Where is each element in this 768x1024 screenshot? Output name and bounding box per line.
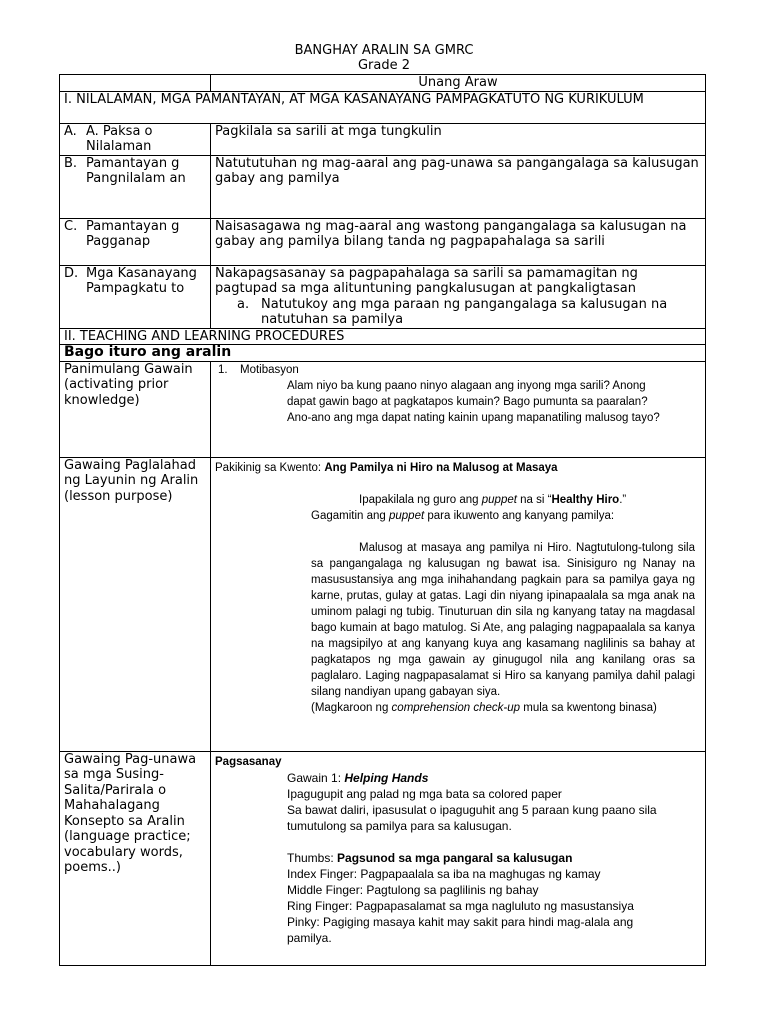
puppet-intro: Ipapakilala ng guro ang: [359, 493, 482, 506]
row-pangnilalaman: [60, 155, 706, 218]
story-block: [215, 492, 701, 716]
puppet-use: Gagamitin ang: [311, 509, 389, 522]
row-label: A. Paksa o Nilalaman: [86, 123, 153, 154]
finger-item: Pinky: Pagiging masaya kahit may sakit para hindi mag-alala ang pamilya.: [287, 914, 634, 945]
content-cell: [211, 457, 706, 751]
healthy-hiro: Healthy Hiro: [551, 493, 620, 506]
row-panimulang-gawain: [60, 361, 706, 457]
thumbs-text: Pagsunod sa mga pangaral sa kalusugan: [337, 850, 573, 865]
note-italic: comprehension check-up: [391, 701, 521, 714]
row-kasanayan: [60, 265, 706, 328]
thumbs-prefix: Thumbs:: [287, 850, 338, 865]
section2-subheading-row: [60, 345, 706, 362]
motivation-text: Alam niyo ba kung paano ninyo alagaan ang inyong mga sarili? Anong dapat gawin bago at pagkatapos kumain? Bago pumunta sa paaralan? Ano-ano ang mga dapat nating kainin upang mapanatiling malusog tayo?: [287, 379, 660, 424]
label-cell: [60, 123, 211, 155]
item-title: Motibasyon: [240, 363, 299, 376]
sub-content: Natutukoy ang mga paraan ng pangangalaga sa kalusugan na natutuhan sa pamilya: [261, 296, 668, 327]
row-content: Pagkilala sa sarili at mga tungkulin: [211, 123, 706, 155]
label-cell: Panimulang Gawain (activating prior knowledge): [60, 361, 211, 457]
row-content: Natututuhan ng mag-aaral ang pag-unawa sa pangangalaga sa kalusugan gabay ang pamilya: [211, 155, 706, 218]
row-marker: A.: [64, 123, 77, 139]
item-marker: 1.: [218, 363, 228, 376]
content-cell: [211, 751, 706, 965]
puppet-word: puppet: [481, 493, 517, 506]
label-cell: Gawaing Paglalahad ng Layunin ng Aralin (lesson purpose): [60, 457, 211, 751]
label-cell: [60, 218, 211, 265]
row-paksa: [60, 123, 706, 155]
puppet-intro-end: .”: [619, 493, 627, 506]
section1-heading: I. NILALAMAN, MGA PAMANTAYAN, AT MGA KASANAYANG PAMPAGKATUTO NG KURIKULUM: [60, 91, 706, 123]
practice-title: Pagsasanay: [215, 755, 282, 768]
story-title: Ang Pamilya ni Hiro na Malusog at Masaya: [324, 461, 558, 474]
row-paglalahad: [60, 457, 706, 751]
puppet-intro-mid: na si “: [516, 493, 552, 506]
row-pag-unawa: [60, 751, 706, 965]
row-content-cell: [211, 265, 706, 328]
instruction-line: Ipagugupit ang palad ng mga bata sa colored paper: [287, 786, 562, 801]
empty-cell: [60, 75, 211, 92]
label-cell: [60, 155, 211, 218]
activity-name: Helping Hands: [344, 770, 429, 785]
finger-item: Index Finger: Pagpapaalala sa iba na maghugas ng kamay: [287, 866, 601, 881]
lesson-plan-table: [59, 74, 706, 966]
section2-heading: II. TEACHING AND LEARNING PROCEDURES: [60, 328, 706, 345]
finger-item: Middle Finger: Pagtulong sa paglilinis ng bahay: [287, 882, 539, 897]
story-text: Malusog at masaya ang pamilya ni Hiro. Nagtutulong-tulong sila sa pangangalaga ng kalusugan ng bawat isa. Sinisiguro ng Nanay na masusustansiya ang mga inihahandang pagkain para sa pamilya gaya ng karne, prutas, gulay at gatas. Lagi din niyang ipinapaalala sa mga anak na uminom palagi ng tubig. Tinuturuan din sila ng kanyang tatay na magdasal bago kumain at bago matulog. Si Ate, ang palaging nagpapaalala sa kanya na magsipilyo at ang kanyang kuya ang kasamang naglilinis sa bahay at pagkatapos ng mga gawain ay ginugugol nila ang kanilang oras sa paglalaro. Laging nagpapasalamat si Hiro sa kanyang pamilya dahil palagi silang nandiyan upang gabayan siya.: [311, 541, 695, 698]
row-pagganap: [60, 218, 706, 265]
puppet-use-end: para ikuwento ang kanyang pamilya:: [424, 509, 615, 522]
note-start: (Magkaroon ng: [311, 701, 392, 714]
document-title: BANGHAY ARALIN SA GMRC: [294, 43, 474, 58]
grade-label: Grade 2: [357, 58, 411, 73]
section2-subheading: Bago ituro ang aralin: [60, 345, 706, 362]
label-cell: Gawaing Pag-unawa sa mga Susing-Salita/Parirala o Mahahalagang Konsepto sa Aralin (language practice; vocabulary words, poems..): [60, 751, 211, 965]
row-label: Mga Kasanayang Pampagkatu to: [86, 265, 197, 296]
row-content: Nakapagsasanay sa pagpapahalaga sa sarili sa pamamagitan ng pagtupad sa mga alituntuning pangkalusugan at pangkaligtasan: [215, 265, 638, 296]
sub-marker: a.: [237, 296, 250, 312]
label-cell: [60, 265, 211, 328]
row-content: Naisasagawa ng mag-aaral ang wastong pangangalaga sa kalusugan na gabay ang pamilya bilang tanda ng pagpapahalaga sa sarili: [211, 218, 706, 265]
story-intro: Pakikinig sa Kwento:: [215, 461, 325, 474]
day-row: [60, 75, 706, 92]
row-label: Pamantayan g Pagganap: [86, 218, 180, 249]
content-cell: [211, 361, 706, 457]
row-marker: D.: [64, 265, 79, 281]
finger-item: Ring Finger: Pagpapasalamat sa mga nagluluto ng masustansiya: [287, 898, 634, 913]
instruction-line: Sa bawat daliri, ipasusulat o ipaguguhit ang 5 paraan kung paano sila tumutulong sa pamilya para sa kalusugan.: [287, 802, 657, 833]
row-label: Pamantayan g Pangnilalam an: [86, 155, 186, 186]
note-end: mula sa kwentong binasa): [520, 701, 657, 714]
section2-heading-row: [60, 328, 706, 345]
day-label: Unang Araw: [211, 75, 706, 92]
section1-heading-row: [60, 91, 706, 123]
row-marker: B.: [64, 155, 78, 171]
practice-block: [215, 770, 701, 946]
puppet-word: puppet: [389, 509, 425, 522]
row-marker: C.: [64, 218, 78, 234]
activity-prefix: Gawain 1:: [287, 770, 345, 785]
